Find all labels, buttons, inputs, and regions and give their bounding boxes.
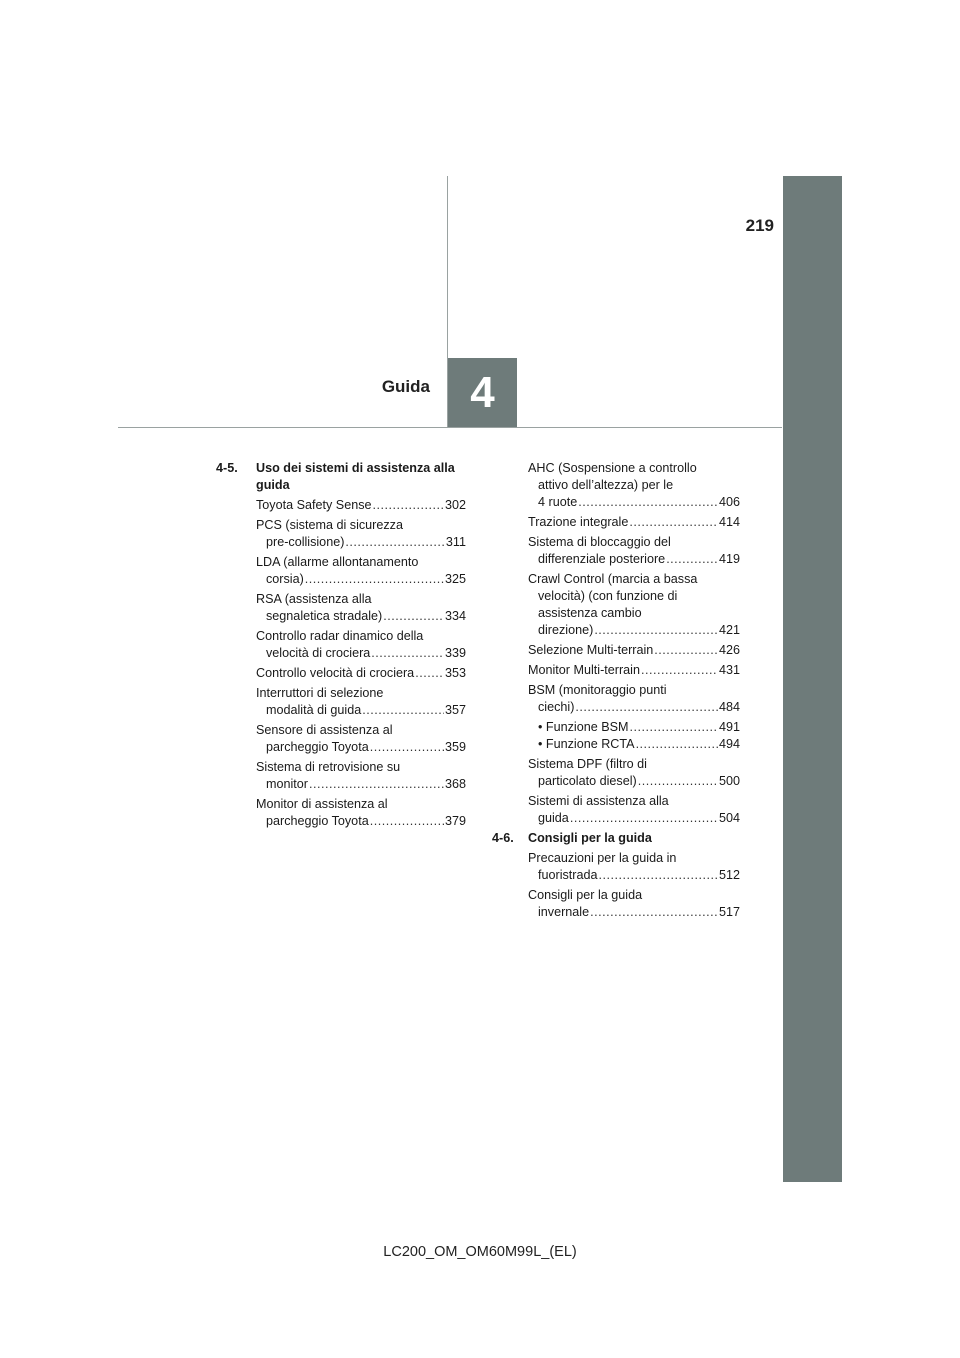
toc-entry-line: assistenza cambio xyxy=(538,606,642,620)
toc-entry-line: velocità) (con funzione di xyxy=(538,589,678,603)
toc-section-heading xyxy=(216,460,466,494)
toc-dot-leader xyxy=(373,497,444,514)
toc-dot-leader xyxy=(599,867,718,884)
toc-column-left xyxy=(216,460,466,833)
toc-page-number: 504 xyxy=(718,811,740,825)
toc-entry-title: velocità di crociera xyxy=(266,646,371,660)
toc-entry-leader-line xyxy=(528,494,740,511)
toc-page-number: 517 xyxy=(718,905,740,919)
toc-entry-leader-line xyxy=(256,571,466,588)
toc-entry-leader-line xyxy=(256,739,466,756)
toc-entry-leader-line xyxy=(528,810,740,827)
toc-page-number: 431 xyxy=(718,663,740,677)
toc-page-number: 419 xyxy=(718,552,740,566)
toc-page-number: 494 xyxy=(718,737,740,751)
toc-entry-leader-line xyxy=(256,702,466,719)
toc-entry[interactable] xyxy=(256,628,466,662)
toc-subentry[interactable] xyxy=(528,736,740,753)
toc-entry-title: Toyota Safety Sense xyxy=(256,498,372,512)
toc-entry-title: parcheggio Toyota xyxy=(266,740,369,754)
toc-page-number: 421 xyxy=(718,623,740,637)
chapter-number-box: 4 xyxy=(448,358,517,427)
toc-dot-leader xyxy=(370,739,444,756)
toc-entry-leader-line xyxy=(256,534,466,551)
toc-entry-line: Sistema DPF (filtro di xyxy=(528,757,647,771)
toc-entry-title: Trazione integrale xyxy=(528,515,629,529)
toc-entry-line: Interruttori di selezione xyxy=(256,686,384,700)
toc-dot-leader xyxy=(666,551,718,568)
toc-entry[interactable] xyxy=(528,887,740,921)
toc-page-number: 406 xyxy=(718,495,740,509)
toc-page-number: 357 xyxy=(444,703,466,717)
toc-entry-leader-line xyxy=(528,514,740,531)
toc-dot-leader xyxy=(383,608,444,625)
toc-entry-leader-line xyxy=(528,642,740,659)
toc-entry[interactable] xyxy=(256,497,466,514)
toc-entry-line: Precauzioni per la guida in xyxy=(528,851,677,865)
toc-entry-title: differenziale posteriore xyxy=(538,552,666,566)
toc-section-heading xyxy=(492,830,740,847)
toc-entry-leader-line xyxy=(528,904,740,921)
toc-dot-leader xyxy=(575,699,718,716)
toc-section-title-line: Consigli per la guida xyxy=(528,831,652,845)
toc-entry[interactable] xyxy=(528,793,740,827)
toc-dot-leader xyxy=(594,622,718,639)
toc-section-number: 4-6. xyxy=(492,831,514,845)
toc-page-number: 500 xyxy=(718,774,740,788)
toc-entry-title: Selezione Multi-terrain xyxy=(528,643,654,657)
toc-entry-title: corsia) xyxy=(266,572,304,586)
toc-section-title-line: Uso dei sistemi di assistenza alla xyxy=(256,461,455,475)
toc-entry-title: segnaletica stradale) xyxy=(266,609,383,623)
toc-page-number: 484 xyxy=(718,700,740,714)
toc-column-right xyxy=(492,460,740,924)
toc-dot-leader xyxy=(305,571,444,588)
toc-entry-line: Sistemi di assistenza alla xyxy=(528,794,669,808)
toc-page-number: 302 xyxy=(444,498,466,512)
toc-entry-line: RSA (assistenza alla xyxy=(256,592,372,606)
toc-entry-leader-line xyxy=(256,776,466,793)
toc-page-number: 311 xyxy=(445,535,466,549)
toc-dot-leader xyxy=(578,494,718,511)
header-horizontal-rule xyxy=(118,427,782,428)
toc-entry[interactable] xyxy=(528,514,740,531)
toc-entry-title: Controllo velocità di crociera xyxy=(256,666,415,680)
toc-entry-title: direzione) xyxy=(538,623,594,637)
toc-entry[interactable] xyxy=(256,685,466,719)
toc-entry-leader-line xyxy=(528,622,740,639)
toc-entry[interactable] xyxy=(528,534,740,568)
toc-dot-leader xyxy=(415,665,444,682)
toc-entry-line: Sensore di assistenza al xyxy=(256,723,393,737)
toc-entry-line: LDA (allarme allontanamento xyxy=(256,555,419,569)
toc-entry-leader-line xyxy=(528,719,740,736)
toc-entry-title: ciechi) xyxy=(538,700,575,714)
chapter-title: Guida xyxy=(381,377,430,396)
toc-entry[interactable] xyxy=(256,517,466,551)
toc-entry-title: • Funzione BSM xyxy=(538,720,629,734)
toc-section-title-line: guida xyxy=(256,478,290,492)
toc-entry-leader-line xyxy=(256,665,466,682)
toc-entry-line: Sistema di retrovisione su xyxy=(256,760,401,774)
toc-entry-line: PCS (sistema di sicurezza xyxy=(256,518,403,532)
toc-page-number: 512 xyxy=(718,868,740,882)
toc-entry-title: particolato diesel) xyxy=(538,774,637,788)
toc-page-number: 339 xyxy=(444,646,466,660)
toc-entry[interactable] xyxy=(528,571,740,639)
toc-dot-leader xyxy=(309,776,444,793)
toc-dot-leader xyxy=(371,645,444,662)
toc-entry-title: monitor xyxy=(266,777,308,791)
toc-page-number: 379 xyxy=(444,814,466,828)
toc-entry-title: invernale xyxy=(538,905,590,919)
toc-page-number: 359 xyxy=(444,740,466,754)
toc-page-number: 334 xyxy=(444,609,466,623)
toc-dot-leader xyxy=(362,702,444,719)
toc-dot-leader xyxy=(641,662,718,679)
toc-entry[interactable] xyxy=(528,662,740,679)
toc-entry[interactable] xyxy=(256,665,466,682)
toc-entry[interactable] xyxy=(528,642,740,659)
toc-dot-leader xyxy=(638,773,718,790)
toc-entry[interactable] xyxy=(256,722,466,756)
toc-dot-leader xyxy=(370,813,444,830)
toc-entry-title: modalità di guida xyxy=(266,703,362,717)
toc-page-number: 414 xyxy=(718,515,740,529)
toc-dot-leader xyxy=(345,534,445,551)
page-number: 219 xyxy=(745,216,774,235)
toc-dot-leader xyxy=(629,514,718,531)
toc-entry-title: fuoristrada xyxy=(538,868,598,882)
toc-entry[interactable] xyxy=(528,756,740,790)
toc-entry-leader-line xyxy=(528,551,740,568)
toc-page-number: 368 xyxy=(444,777,466,791)
toc-entry-leader-line xyxy=(256,645,466,662)
toc-dot-leader xyxy=(590,904,718,921)
toc-entry-title: guida xyxy=(538,811,569,825)
toc-dot-leader xyxy=(570,810,718,827)
toc-dot-leader xyxy=(630,719,718,736)
toc-entry-line: AHC (Sospensione a controllo xyxy=(528,461,697,475)
toc-entry-leader-line xyxy=(528,867,740,884)
toc-entry-line: attivo dell’altezza) per le xyxy=(538,478,674,492)
toc-entry-line: Crawl Control (marcia a bassa xyxy=(528,572,698,586)
toc-subentry[interactable] xyxy=(528,719,740,736)
toc-entry-title: pre-collisione) xyxy=(266,535,345,549)
toc-dot-leader xyxy=(636,736,718,753)
toc-dot-leader xyxy=(654,642,718,659)
document-code: LC200_OM_OM60M99L_(EL) xyxy=(383,1244,577,1260)
toc-entry-leader-line xyxy=(528,699,740,716)
toc-entry-title: • Funzione RCTA xyxy=(538,737,635,751)
toc-page-number: 353 xyxy=(444,666,466,680)
chapter-side-tab xyxy=(783,176,842,1182)
toc-page-number: 426 xyxy=(718,643,740,657)
toc-entry-leader-line xyxy=(256,813,466,830)
toc-entry-line: Sistema di bloccaggio del xyxy=(528,535,671,549)
toc-entry[interactable] xyxy=(528,460,740,511)
toc-entry-title: Monitor Multi-terrain xyxy=(528,663,640,677)
toc-entry-title: 4 ruote xyxy=(538,495,578,509)
toc-entry-leader-line xyxy=(528,773,740,790)
toc-entry[interactable] xyxy=(528,682,740,716)
toc-entry[interactable] xyxy=(528,850,740,884)
toc-entry-leader-line xyxy=(256,608,466,625)
toc-page-number: 491 xyxy=(718,720,740,734)
toc-entry-leader-line xyxy=(528,736,740,753)
toc-page-number: 325 xyxy=(444,572,466,586)
toc-entry-line: Monitor di assistenza al xyxy=(256,797,388,811)
toc-entry[interactable] xyxy=(256,759,466,793)
toc-entry[interactable] xyxy=(256,796,466,830)
toc-entry-leader-line xyxy=(256,497,466,514)
toc-entry-line: Controllo radar dinamico della xyxy=(256,629,424,643)
toc-entry-line: Consigli per la guida xyxy=(528,888,643,902)
toc-entry-leader-line xyxy=(528,662,740,679)
toc-entry-title: parcheggio Toyota xyxy=(266,814,369,828)
toc-section-number: 4-5. xyxy=(216,461,238,475)
toc-entry[interactable] xyxy=(256,591,466,625)
toc-entry-line: BSM (monitoraggio punti xyxy=(528,683,667,697)
toc-entry[interactable] xyxy=(256,554,466,588)
